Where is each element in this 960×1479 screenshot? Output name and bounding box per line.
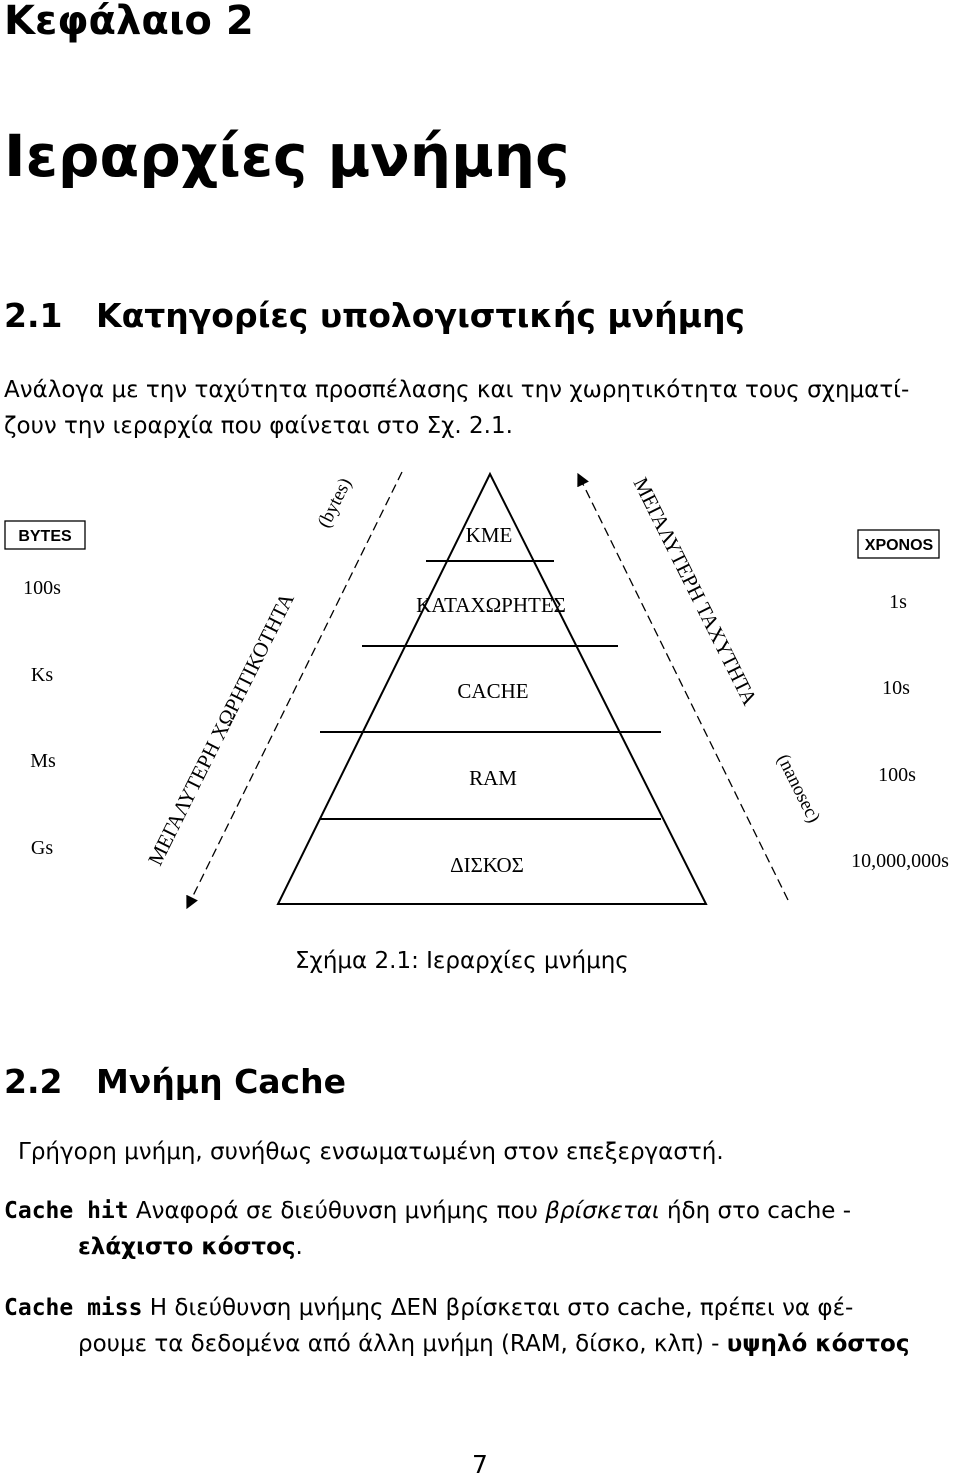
- bytes-header: BYTES: [18, 528, 72, 545]
- speed-arrow-label: ΜΕΓΑΛΥΤΕΡΗ ΤΑΧΥΤΗΤΑ: [628, 473, 763, 709]
- definition-text: ρουμε τα δεδομένα από άλλη μνήμη (RAM, δίσκο, κλπ) -: [78, 1331, 727, 1357]
- bytes-value: Ks: [30, 664, 54, 686]
- time-value: 100s: [878, 764, 916, 786]
- definition-continuation: [4, 1229, 958, 1265]
- cache-miss-term: Cache miss: [4, 1295, 143, 1321]
- bytes-value: Gs: [30, 837, 54, 859]
- capacity-arrow-label: ΜΕΓΑΛΥΤΕΡΗ ΧΩΡΗΤΙΚΟΤΗΤΑ: [142, 589, 299, 870]
- time-header: XPONOS: [864, 537, 934, 554]
- definition-emphasis: βρίσκεται: [545, 1198, 660, 1224]
- definition-text: Η διεύθυνση μνήμης ΔΕΝ βρίσκεται στο cache, πρέπει να φέ-: [142, 1295, 854, 1321]
- cache-description: Γρήγορη μνήμη, συνήθως ενσωματωμένη στον επεξεργαστή.: [18, 1139, 724, 1165]
- paragraph-line: ζουν την ιεραρχία που φαίνεται στο Σχ. 2.1.: [4, 413, 513, 439]
- level-label-disk: ΔΙΣΚΟΣ: [450, 853, 524, 877]
- definition-text: Αναφορά σε διεύθυνση μνήμης που: [128, 1198, 546, 1224]
- intro-paragraph: [4, 372, 909, 444]
- time-value: 1s: [889, 591, 907, 613]
- cache-hit-term: Cache hit: [4, 1198, 129, 1224]
- definition-strong: ελάχιστο κόστος: [78, 1234, 296, 1260]
- memory-hierarchy-figure: [0, 462, 960, 912]
- level-label-cache: CACHE: [457, 679, 529, 703]
- section-heading-2-1: [4, 296, 745, 335]
- definition-text: .: [295, 1234, 303, 1260]
- capacity-arrow-unit: (bytes): [313, 474, 357, 532]
- section-title: Μνήμη Cache: [96, 1062, 346, 1101]
- level-label-ram: RAM: [469, 766, 517, 790]
- chapter-label: Κεφάλαιο 2: [4, 0, 254, 44]
- definition-text: ήδη στο cache -: [659, 1198, 852, 1224]
- speed-arrow-unit: (nanosec): [772, 750, 825, 827]
- definition-continuation: [4, 1326, 958, 1362]
- capacity-arrow: [187, 472, 402, 908]
- bytes-value: 100s: [23, 577, 61, 599]
- figure-caption: Σχήμα 2.1: Ιεραρχίες μνήμης: [295, 948, 629, 974]
- page-number: 7: [472, 1450, 488, 1479]
- cache-hit-definition: [4, 1193, 958, 1265]
- paragraph-line: Ανάλογα με την ταχύτητα προσπέλασης και την χωρητικότητα τους σχηματί-: [4, 377, 910, 403]
- time-value: 10s: [882, 677, 910, 699]
- section-title: Κατηγορίες υπολογιστικής μνήμης: [96, 296, 745, 335]
- level-label-cpu: ΚΜΕ: [465, 523, 513, 547]
- level-label-registers: ΚΑΤΑΧΩΡΗΤΕΣ: [416, 593, 566, 617]
- definition-strong: υψηλό κόστος: [726, 1331, 910, 1357]
- time-value: 10,000,000s: [851, 850, 949, 872]
- page-title: Ιεραρχίες μνήμης: [4, 122, 570, 190]
- section-heading-2-2: [4, 1062, 346, 1101]
- section-number: 2.1: [4, 296, 63, 335]
- cache-miss-definition: [4, 1290, 958, 1362]
- section-number: 2.2: [4, 1062, 63, 1101]
- bytes-value: Ms: [30, 750, 56, 772]
